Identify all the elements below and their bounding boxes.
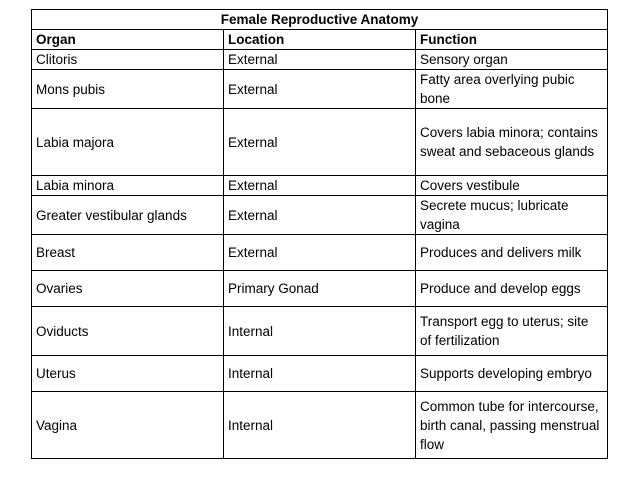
column-header-location: Location xyxy=(224,30,416,50)
location-cell: External xyxy=(224,109,416,176)
table-row xyxy=(32,196,608,235)
location-cell: External xyxy=(224,235,416,271)
table-title: Female Reproductive Anatomy xyxy=(32,10,608,30)
column-header-organ: Organ xyxy=(32,30,224,50)
function-cell: Secrete mucus; lubricate vagina xyxy=(416,196,608,235)
location-cell: Internal xyxy=(224,307,416,356)
function-cell: Sensory organ xyxy=(416,50,608,70)
location-cell: Internal xyxy=(224,356,416,392)
function-cell: Produce and develop eggs xyxy=(416,271,608,307)
table-row xyxy=(32,70,608,109)
table-row xyxy=(32,307,608,356)
location-cell: External xyxy=(224,176,416,196)
column-header-function: Function xyxy=(416,30,608,50)
organ-cell: Oviducts xyxy=(32,307,224,356)
organ-cell: Ovaries xyxy=(32,271,224,307)
organ-cell: Uterus xyxy=(32,356,224,392)
location-cell: External xyxy=(224,196,416,235)
organ-cell: Vagina xyxy=(32,392,224,459)
function-cell: Covers vestibule xyxy=(416,176,608,196)
function-cell: Fatty area overlying pubic bone xyxy=(416,70,608,109)
organ-cell: Labia majora xyxy=(32,109,224,176)
table-row xyxy=(32,50,608,70)
organ-cell: Labia minora xyxy=(32,176,224,196)
table-row xyxy=(32,271,608,307)
function-cell: Produces and delivers milk xyxy=(416,235,608,271)
function-cell: Common tube for intercourse, birth canal, passing menstrual flow xyxy=(416,392,608,459)
location-cell: External xyxy=(224,70,416,109)
header-row xyxy=(32,30,608,50)
location-cell: Primary Gonad xyxy=(224,271,416,307)
location-cell: External xyxy=(224,50,416,70)
table-row xyxy=(32,109,608,176)
table-row xyxy=(32,392,608,459)
table-row xyxy=(32,176,608,196)
organ-cell: Greater vestibular glands xyxy=(32,196,224,235)
organ-cell: Breast xyxy=(32,235,224,271)
location-cell: Internal xyxy=(224,392,416,459)
organ-cell: Mons pubis xyxy=(32,70,224,109)
function-cell: Covers labia minora; contains sweat and sebaceous glands xyxy=(416,109,608,176)
table-row xyxy=(32,356,608,392)
title-row xyxy=(32,10,608,30)
function-cell: Supports developing embryo xyxy=(416,356,608,392)
function-cell: Transport egg to uterus; site of fertilization xyxy=(416,307,608,356)
anatomy-table xyxy=(31,9,608,459)
organ-cell: Clitoris xyxy=(32,50,224,70)
table-row xyxy=(32,235,608,271)
